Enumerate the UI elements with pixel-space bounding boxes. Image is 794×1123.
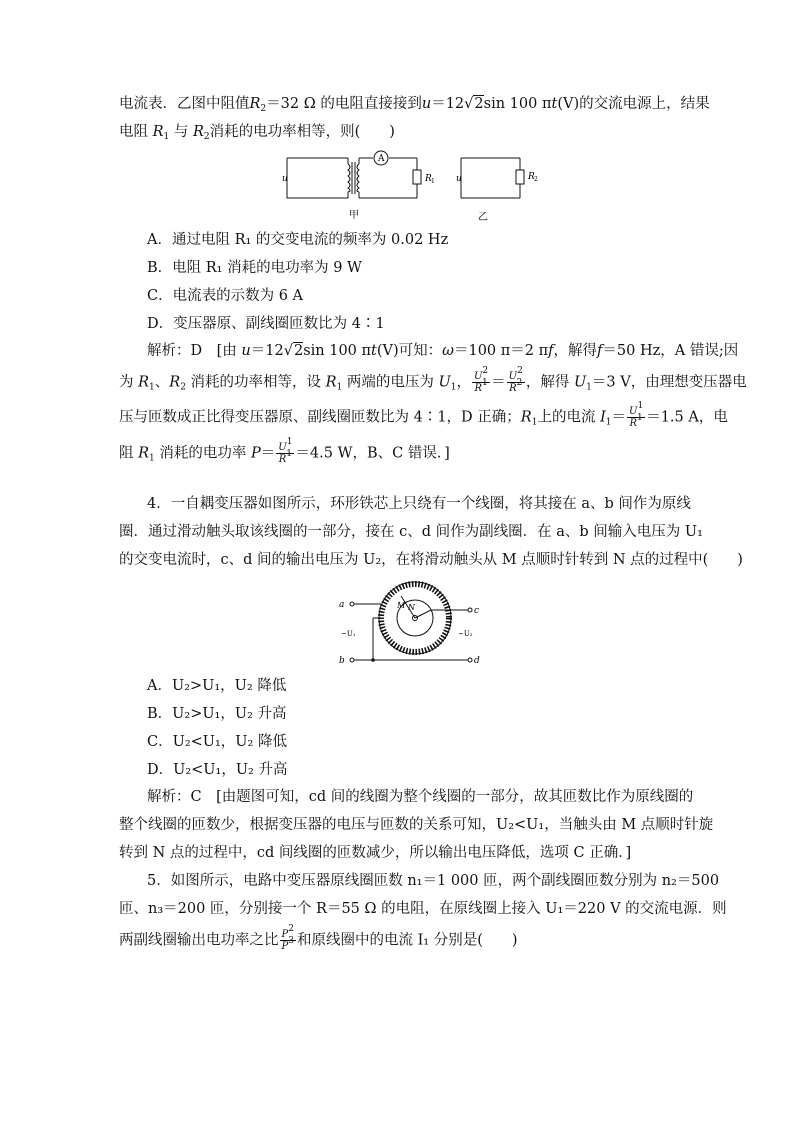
terminal-d-label: d [474, 656, 480, 666]
svg-text:R: R [528, 172, 535, 182]
svg-text:1: 1 [431, 178, 435, 185]
q4-stem-line3: 的交变电流时，c、d 间的输出电压为 U₂，在将滑动触头从 M 点顺时针转到 N 点的过程中( ) [119, 552, 743, 568]
q4-stem-line1: 4．一自耦变压器如图所示，环形铁芯上只绕有一个线圈，将其接在 a、b 间作为原线 [147, 496, 691, 512]
q3-option-a: A．通过电阻 R₁ 的交变电流的频率为 0.02 Hz [147, 232, 449, 248]
svg-text:u: u [282, 174, 288, 184]
q3-option-d: D．变压器原、副线圈匝数比为 4∶1 [147, 316, 385, 332]
svg-text:R: R [425, 174, 432, 184]
q4-option-c: C．U₂<U₁，U₂ 降低 [147, 734, 287, 750]
q4-option-a: A．U₂>U₁，U₂ 降低 [147, 678, 287, 694]
q4-stem-line2: 圈．通过滑动触头取该线圈的一部分，接在 c、d 间作为副线圈．在 a、b 间输入电压为 U₁ [119, 524, 703, 540]
q4-analysis-line3: 转到 N 点的过程中，cd 间线圈的匝数减少，所以输出电压降低，选项 C 正确．] [119, 845, 632, 861]
figure-label-yi: 乙 [478, 212, 488, 223]
autotransformer-diagram [335, 578, 485, 666]
q4-option-b: B．U₂>U₁，U₂ 升高 [147, 706, 287, 722]
svg-text:u: u [456, 174, 462, 184]
point-m-label: M [397, 601, 406, 610]
q3-analysis-line4: 阻 $R_1$ 消耗的电功率 P＝ $\frac{U^1}{R^1}$ ＝4.5 W，B、C 错误．] [119, 437, 450, 465]
svg-text:A: A [378, 154, 385, 164]
q3-analysis-line1: 解析：D [由 u＝12√2sin 100 πt(V)可知：ω＝100 π＝2 πf，解得f＝50 Hz，A 错误;因 [147, 343, 739, 359]
q3-stem-line1: 电流表．乙图中阻值$R_2=32$ Ω 的电阻直接接到u＝12√2sin 100 πt(V)的交流电源上，结果 [119, 96, 710, 114]
q3-analysis-line2: 为 $R_1$、$R_2$ 消耗的功率相等，设 $R_1$ 两端的电压为 $U_1$， $\frac{U^2}{R^1}$ ＝ $\frac{U^2}{R^2}$ ，解得 $U_1=3$ V，由理想变压器电 [119, 366, 747, 394]
q5-stem-line3: 两副线圈输出电功率之比 $\frac{P^2}{P^3}$ 和原线圈中的电流 I₁ 分别是( ) [119, 924, 518, 952]
terminal-a-label: a [339, 600, 345, 610]
q4-analysis-line1: 解析：C [由题图可知，cd 间的线圈为整个线圈的一部分，故其匝数比作为原线圈的 [147, 789, 694, 805]
q5-stem-line1: 5．如图所示，电路中变压器原线圈匝数 n₁＝1 000 匝，两个副线圈匝数分别为 n₂＝500 [147, 873, 720, 889]
terminal-b-label: b [339, 656, 345, 666]
point-n-label: N [408, 603, 415, 612]
q3-analysis-line3: 压与匝数成正比得变压器原、副线圈匝数比为 4∶1，D 正确；$R_1$上的电流 $I_1=$ $\frac{U^1}{R^1}$ ＝1.5 A，电 [119, 401, 728, 429]
q3-option-b: B．电阻 R₁ 消耗的电功率为 9 W [147, 260, 362, 276]
figure-label-jia: 甲 [349, 210, 359, 221]
output-voltage-label: ~U₂ [458, 630, 473, 638]
q3-stem-line2: 电阻 $R_1$ 与 $R_2$消耗的电功率相等，则( ) [119, 124, 395, 142]
svg-text:2: 2 [534, 176, 538, 183]
q4-option-d: D．U₂<U₁，U₂ 升高 [147, 762, 288, 778]
q5-stem-line2: 匝、n₃＝200 匝，分别接一个 R＝55 Ω 的电阻，在原线圈上接入 U₁＝220 V 的交流电源．则 [119, 901, 727, 917]
terminal-c-label: c [474, 606, 480, 616]
q4-analysis-line2: 整个线圈的匝数少，根据变压器的电压与匝数的关系可知，U₂<U₁，当触头由 M 点顺时针旋 [119, 817, 714, 833]
q3-circuit-diagram [270, 150, 550, 225]
q3-option-c: C．电流表的示数为 6 A [147, 288, 304, 304]
input-voltage-label: ~U₁ [341, 630, 356, 638]
